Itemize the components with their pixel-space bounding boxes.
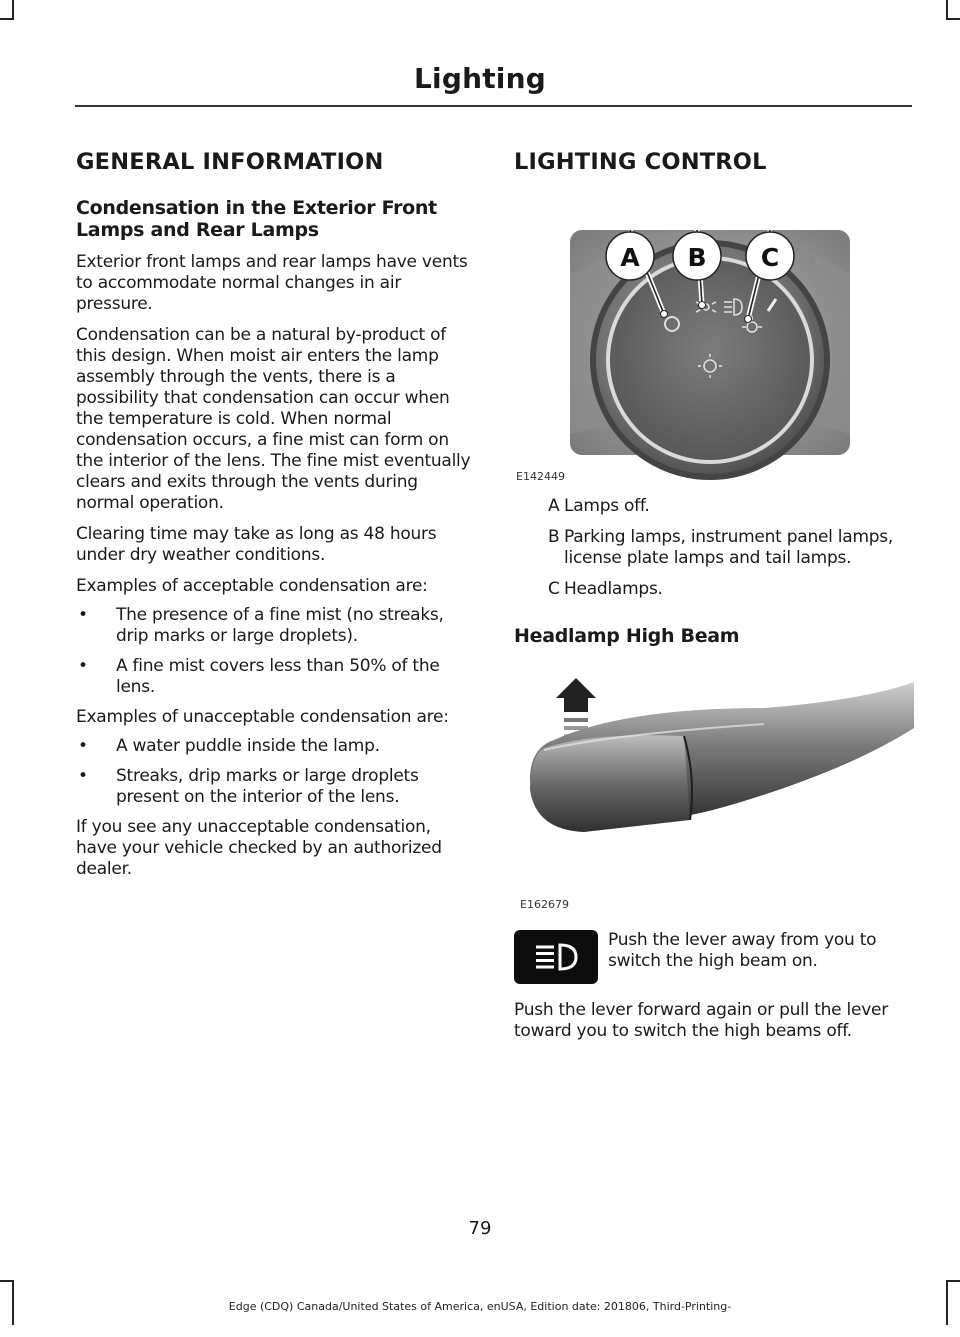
section-heading-general-information: GENERAL INFORMATION: [76, 149, 384, 175]
footer-edition: Edge (CDQ) Canada/United States of America, enUSA, Edition date: 201806, Third-Printing-: [228, 1300, 732, 1313]
figure-code: E142449: [516, 470, 565, 483]
high-beam-figure: [514, 670, 914, 918]
page-number: 79: [468, 1218, 492, 1239]
high-beam-icon: [514, 930, 598, 984]
list-item: • A water puddle inside the lamp.: [78, 735, 380, 756]
legend-text: Lamps off.: [564, 496, 650, 516]
legend-row-b: [514, 527, 914, 569]
paragraph: Push the lever away from you to switch the high beam on.: [608, 929, 877, 971]
acceptable-list: [76, 605, 476, 698]
legend-row-a: [514, 496, 914, 517]
subheading-headlamp-high-beam: Headlamp High Beam: [514, 625, 740, 647]
list-item: • Streaks, drip marks or large droplets present on the interior of the lens.: [78, 765, 419, 807]
header-divider: [75, 105, 912, 107]
legend-text: Headlamps.: [564, 579, 663, 599]
callout-legend: [514, 496, 914, 600]
turn-signal-lever-illustration: [514, 670, 914, 918]
paragraph-closing: If you see any unacceptable condensation, have your vehicle checked by an authorized dealer.: [76, 816, 442, 879]
paragraph: Condensation can be a natural by-product of this design. When moist air enters the lamp assembly through the vents, there is a possibility that condensation can occur when the temperature is cold. When normal condensation occurs, a fine mist can form on the interior of the lens. The fine mist eventually clears and exits through the vents during normal operation.: [76, 324, 471, 513]
bullet-marker: •: [78, 765, 88, 786]
right-column: [514, 145, 914, 1042]
page-title: Lighting: [414, 62, 546, 95]
bullet-marker: •: [78, 735, 88, 756]
legend-key: C: [548, 579, 560, 599]
crop-mark: [0, 1280, 14, 1282]
crop-mark: [0, 18, 12, 20]
crop-mark: [946, 0, 948, 20]
list-item: • A fine mist covers less than 50% of the lens.: [78, 655, 440, 697]
section-heading-lighting-control: LIGHTING CONTROL: [514, 149, 767, 175]
unacceptable-list: [76, 736, 476, 808]
figure-code: E162679: [520, 897, 569, 911]
crop-mark: [12, 0, 14, 20]
subheading-condensation: Condensation in the Exterior Front Lamps and Rear Lamps: [76, 197, 437, 241]
left-column: [76, 145, 476, 880]
paragraph-unacceptable-intro: Examples of unacceptable condensation are:: [76, 706, 449, 727]
bullet-marker: •: [78, 604, 88, 625]
high-beam-instruction: [514, 930, 914, 984]
lighting-switch-illustration: [514, 184, 854, 484]
bullet-marker: •: [78, 655, 88, 676]
lighting-control-figure: [514, 184, 854, 484]
legend-key: B: [548, 527, 560, 547]
crop-mark: [946, 1280, 960, 1282]
paragraph: Push the lever forward again or pull the lever toward you to switch the high beams off.: [514, 999, 888, 1041]
list-item: • The presence of a fine mist (no streaks, drip marks or large droplets).: [78, 604, 444, 646]
legend-key: A: [548, 496, 560, 516]
legend-row-c: [514, 579, 914, 600]
callout-c: C: [760, 243, 780, 272]
callout-b: B: [687, 243, 707, 272]
paragraph-acceptable-intro: Examples of acceptable condensation are:: [76, 575, 428, 596]
paragraph: Clearing time may take as long as 48 hours under dry weather conditions.: [76, 523, 437, 565]
legend-text: Parking lamps, instrument panel lamps, license plate lamps and tail lamps.: [564, 527, 894, 568]
crop-mark: [946, 18, 960, 20]
paragraph: Exterior front lamps and rear lamps have vents to accommodate normal changes in air pressure.: [76, 251, 468, 314]
callout-a: A: [620, 243, 640, 272]
